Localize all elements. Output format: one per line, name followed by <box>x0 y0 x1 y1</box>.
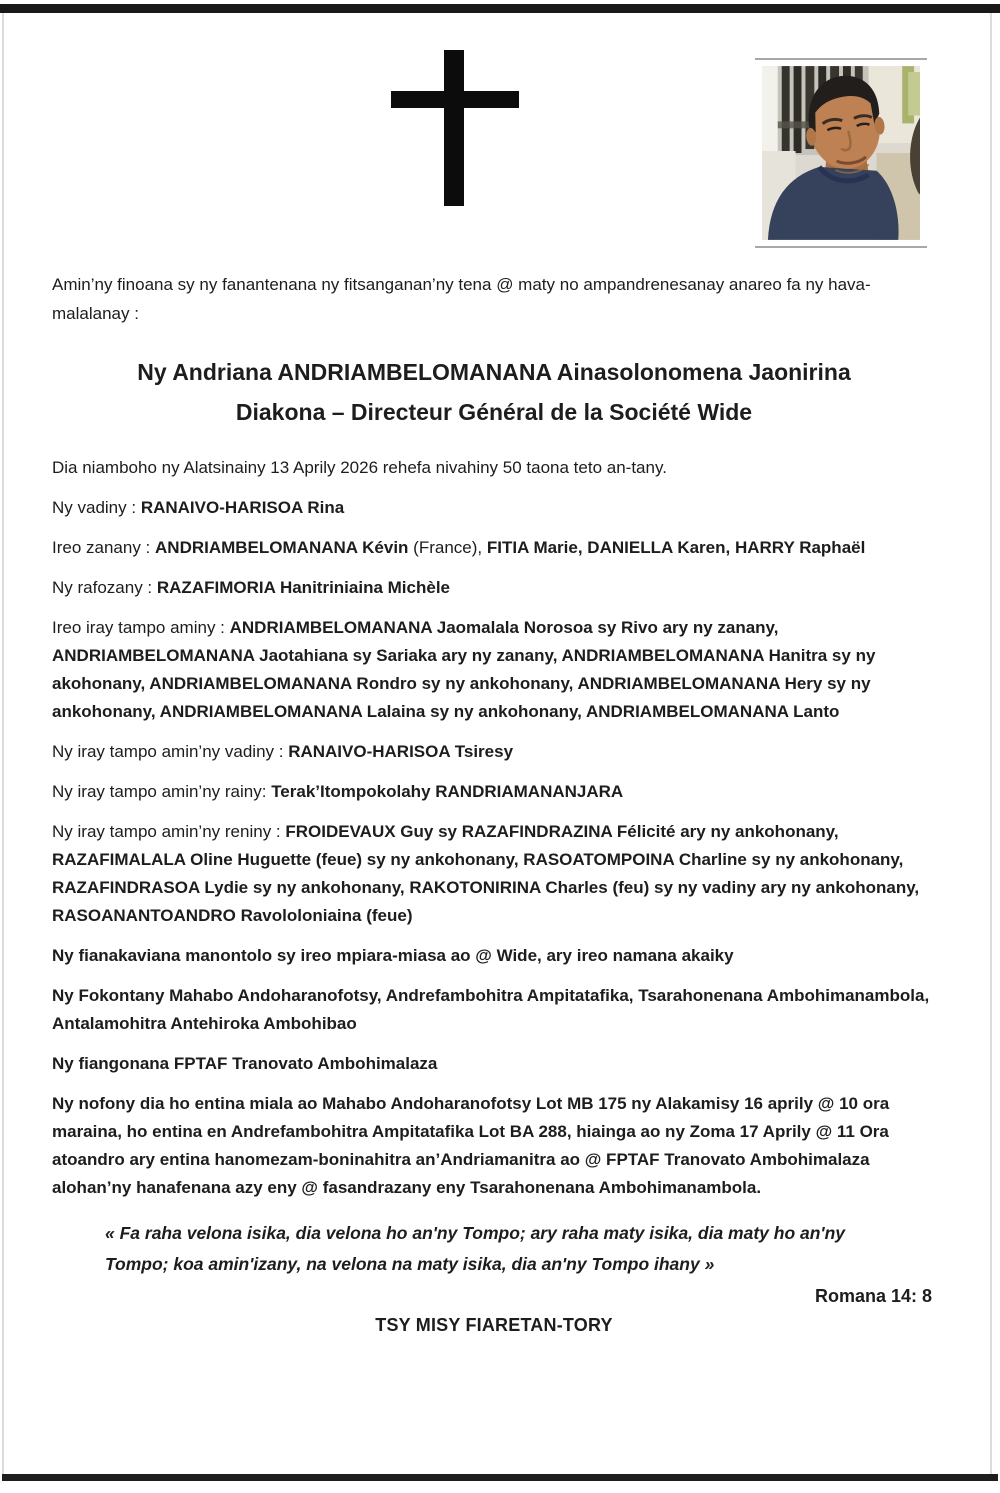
names-text: Ny Fokontany Mahabo Andoharanofotsy, Andrefambohitra Ampitatafika, Tsarahonenana Ambohimanambola, Antalamohitra Antehiroka Ambohibao <box>52 986 930 1033</box>
paragraph-family-and-colleagues <box>52 942 936 970</box>
photo-top-rule <box>755 58 927 60</box>
label-text: Ny iray tampo amin’ny rainy: <box>52 782 272 801</box>
paragraph-siblings <box>52 614 936 726</box>
photo-bottom-rule <box>755 246 927 248</box>
names-text: RANAIVO-HARISOA Rina <box>140 498 345 517</box>
cross-vertical-bar <box>444 50 464 206</box>
paragraph-parents-in-law <box>52 574 936 602</box>
paragraph-fokontany <box>52 982 936 1038</box>
names-text: Ny fiangonana FPTAF Tranovato Ambohimalaza <box>52 1054 438 1073</box>
label-text: Ireo zanany : <box>52 538 156 557</box>
paragraph-father-side <box>52 778 936 806</box>
names-text: Ny fianakaviana manontolo sy ireo mpiara-miasa ao @ Wide, ary ireo namana akaiky <box>52 946 734 965</box>
names-text: FITIA Marie, DANIELLA Karen, HARRY Raphaël <box>486 538 866 557</box>
scripture-quote: « Fa raha velona isika, dia velona ho an'ny Tompo; ary raha maty isika, dia maty ho an'ny Tompo; koa amin'izany, na velona na maty isika, dia an'ny Tompo ihany » <box>105 1223 846 1274</box>
paragraph-funeral-program <box>52 1090 936 1202</box>
label-text: (France), <box>413 538 487 557</box>
portrait-photo <box>762 65 920 241</box>
label-text: Dia niamboho ny Alatsinainy 13 Aprily 2026 rehefa nivahiny 50 taona teto an-tany. <box>52 458 667 477</box>
names-text: Terak’Itompokolahy RANDRIAMANANJARA <box>271 782 624 801</box>
deceased-title <box>52 352 936 432</box>
names-text: RANAIVO-HARISOA Tsiresy <box>288 742 514 761</box>
names-text: FROIDEVAUX Guy sy RAZAFINDRAZINA Félicité ary ny ankohonany, RAZAFIMALALA Oline Huguette (feue) sy ny ankohonany, RASOATOMPOINA Charline sy ny ankohonany, RAZAFINDRASOA Lydie sy ny ankohonany, RAKOTONIRINA Charles (feu) sy ny vadiny ary ny ankohonany, RASOANANTOANDRO Ravololoniaina (feue) <box>52 822 920 925</box>
label-text: Ny vadiny : <box>52 498 141 517</box>
document-header <box>0 0 1000 262</box>
label-text: Ireo iray tampo aminy : <box>52 618 230 637</box>
page-bottom-border <box>2 1474 998 1481</box>
names-text: ANDRIAMBELOMANANA Kévin <box>155 538 414 557</box>
paragraph-death-date <box>52 454 936 482</box>
cross-horizontal-bar <box>391 91 519 108</box>
intro-text: Amin’ny finoana sy ny fanantenana ny fitsanganan’ny tena @ maty no ampandrenesanay anareo fa ny hava-malalanay : <box>52 275 871 323</box>
label-text: Ny iray tampo amin’ny vadiny : <box>52 742 289 761</box>
label-text: Ny rafozany : <box>52 578 157 597</box>
paragraph-spouse <box>52 494 936 522</box>
names-text: RAZAFIMORIA Hanitriniaina Michèle <box>156 578 450 597</box>
names-text: ANDRIAMBELOMANANA Jaomalala Norosoa sy Rivo ary ny zanany, ANDRIAMBELOMANANA Jaotahiana sy Sariaka ary ny zanany, ANDRIAMBELOMANANA Hanitra sy ny akohonany, ANDRIAMBELOMANANA Rondro sy ny ankohonany, ANDRIAMBELOMANANA Hery sy ny ankohonany, ANDRIAMBELOMANANA Lalaina sy ny ankohonany, ANDRIAMBELOMANANA Lanto <box>52 618 876 721</box>
announcement-body <box>0 262 1000 1336</box>
deceased-role: Diakona – Directeur Général de la Société Wide <box>235 399 753 425</box>
paragraph-church <box>52 1050 936 1078</box>
deceased-name: Ny Andriana ANDRIAMBELOMANANA Ainasolonomena Jaonirina <box>137 359 851 385</box>
label-text: Ny iray tampo amin’ny reniny : <box>52 822 286 841</box>
paragraph-spouse-sibling <box>52 738 936 766</box>
paragraph-children <box>52 534 936 562</box>
names-text: Ny nofony dia ho entina miala ao Mahabo Andoharanofotsy Lot MB 175 ny Alakamisy 16 aprily @ 10 ora maraina, ho entina en Andrefambohitra Ampitatafika Lot BA 288, hiainga ao ny Zoma 17 Aprily @ 11 Ora atoandro ary entina hanomezam-boninahitra an’Andriamanitra ao @ FPTAF Tranovato Ambohimalaza alohan’ny hanafenana azy eny @ fasandrazany eny Tsarahonenana Ambohimanambola. <box>52 1094 890 1197</box>
deceased-portrait <box>755 58 927 248</box>
scripture-reference: Romana 14: 8 <box>814 1286 932 1306</box>
paragraph-mother-side <box>52 818 936 930</box>
closing-note: TSY MISY FIARETAN-TORY <box>375 1315 613 1335</box>
body-paragraphs <box>52 454 936 1202</box>
